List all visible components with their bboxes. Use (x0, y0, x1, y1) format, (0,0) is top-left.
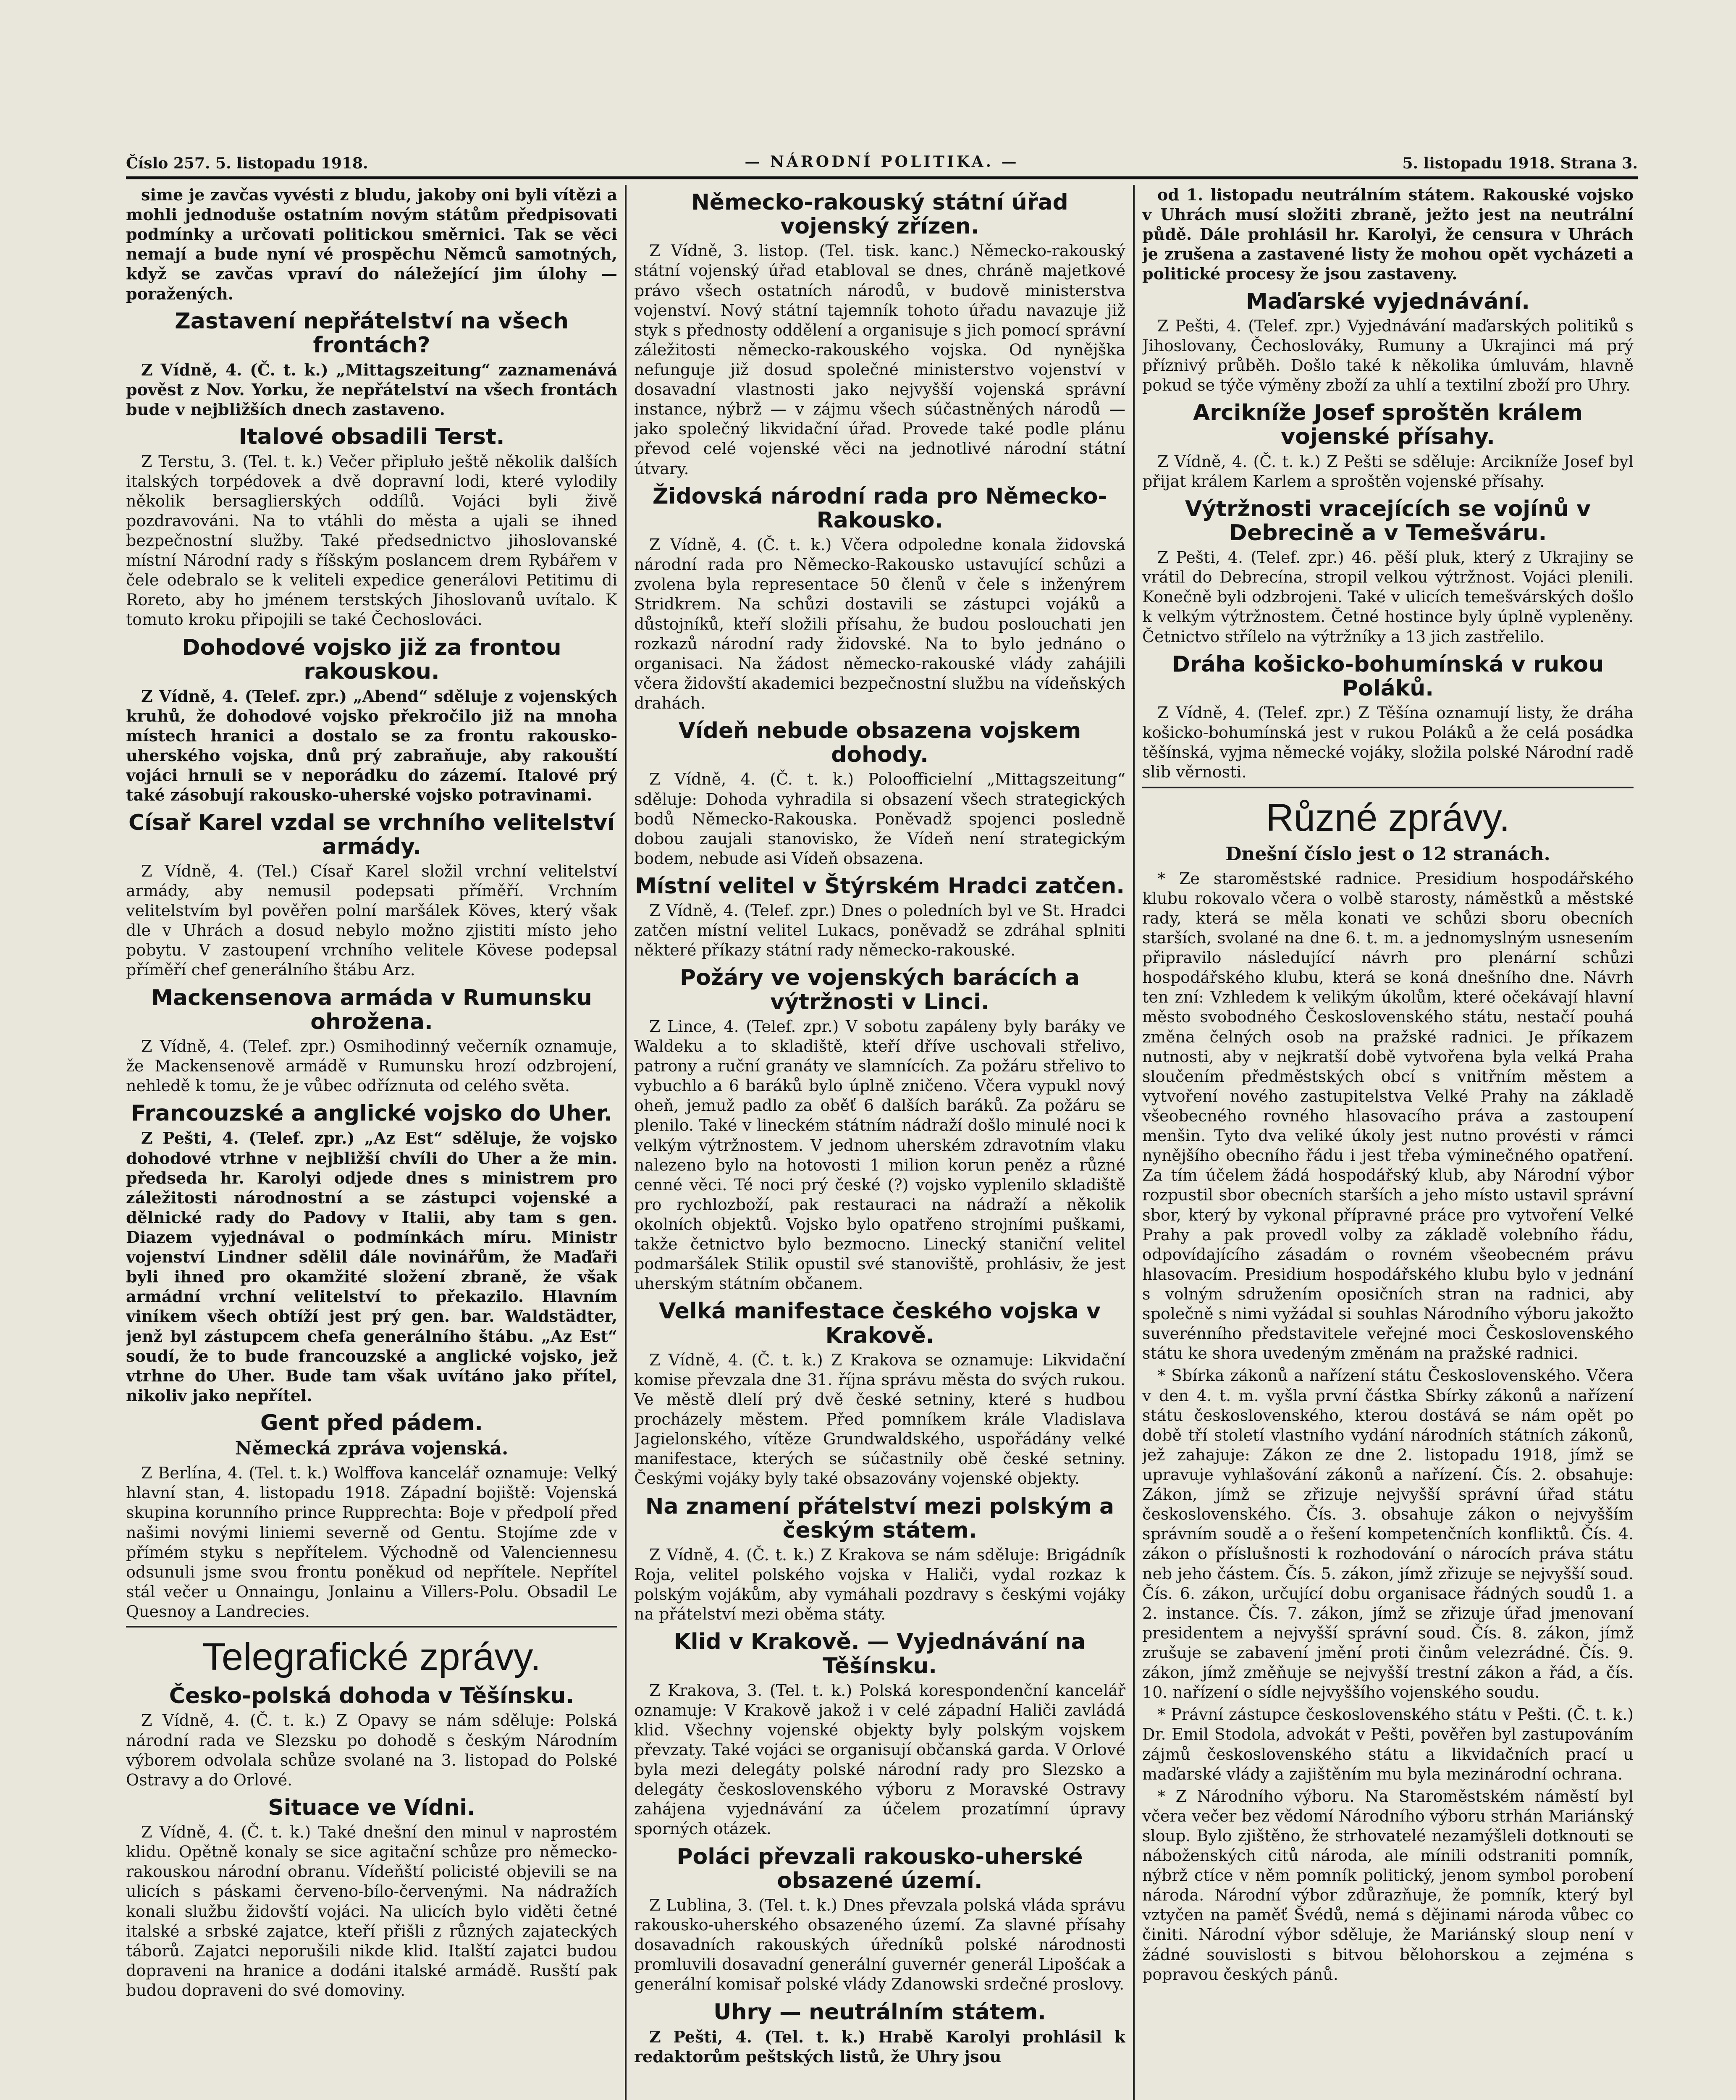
page-header (126, 151, 1638, 179)
article-text: Z Pešti, 4. (Telef. zpr.) „Az Est“ sděluje, že vojsko dohodové vtrhne v nejbližší chvíli do Uher a že min. předseda hr. Karolyi odjede dnes s ministrem pro záležitosti národnostní a se zástupci vojenské a dělnické rady do Padovy v Italii, aby tam s gen. Diazem vyjednával o podmínkách míru. Ministr vojenství Lindner sdělil dále novinářům, že Maďaři byli ihned pro okamžité složení zbraně, že však armádní vrchní velitelství to překazilo. Hlavním viníkem všech obtíží jest prý gen. bar. Waldstädter, jenž byl zástupcem chefa generálního štábu. „Az Est“ soudí, že to bude francouzské a anglické vojsko, jež vtrhne do Uher. Bude tam však uvítáno jako přítel, nikoliv jako nepřítel. (126, 1129, 617, 1405)
article-text: Z Pešti, 4. (Telef. zpr.) 46. pěší pluk, který z Ukrajiny se vrátil do Debrecína, stropil velkou výtržnost. Vojáci plenili. Konečně byli odzbrojeni. Také v ulicích temešvárských došlo k velkým výtržnostem. Četné hostince byly úplně vypleněny. Četnictvo střílelo na výtržníky a 13 jich zastřelilo. (1142, 548, 1634, 646)
section-rule (1142, 787, 1634, 788)
column-divider (625, 185, 627, 2100)
article-text: Z Vídně, 4. (Č. t. k.) Včera odpoledne konala židovská národní rada pro Německo-Rakousko ustavující schůzi a zvolena byla representace 50 členů v čele s inženýrem Stridkrem. Na schůzi dostavili se zástupci vojáků a důstojníků, kteří složili přísahu, že budou poslouchati jen rozkazů národní rady židovské. Na to bylo jednáno o organisaci. Na žádost německo-rakouské vlády zahájili včera židovští akademici bezpečnostní službu na vídeňských drahách. (634, 536, 1125, 712)
article-title: Poláci převzali rakousko-uherské obsazené území. (677, 1844, 1083, 1893)
article-title: Francouzské a anglické vojsko do Uher. (131, 1101, 612, 1126)
section-rule (126, 1626, 617, 1628)
issue-number: Číslo 257. 5. listopadu 1918. (126, 155, 368, 172)
article-text: Z Pešti, 4. (Tel. t. k.) Hrabě Karolyi prohlásil k redaktorům peštských listů, že Uhry jsou (634, 2027, 1125, 2066)
article-title: Císař Karel vzdal se vrchního velitelství armády. (128, 810, 615, 859)
article-text: Z Vídně, 4. (Č. t. k.) Z Krakova se oznamuje: Likvidační komise převzala dne 31. října správu města do svých rukou. Ve městě dlelí prý dvě české setniny, které s hudbou procházely městem. Před pomníkem krále Vladislava Jagielonského, vítěze Grundwaldského, uspořádány velké manifestace, kterých se súčastnily obě české setniny. Českými vojáky byly také obsazovány vojenské objekty. (634, 1350, 1125, 1488)
article-text: Z Vídně, 4. (Č. t. k.) Také dnešní den minul v naprostém klidu. Opětně konaly se sice agitační schůze pro německo-rakouskou národní obranu. Vídeňští policisté objevili se na ulicích s páskami červeno-bílo-červenými. Na nádražích konali službu židovští vojáci. Na ulicích bylo viděti četné italské a srbské zajatce, kteří přišli z různých zajateckých táborů. Zajatci neporušili nikde klid. Italští zajatci budou dopraveni na hranice a dodáni italské armádě. Rusští pak budou dopraveni do své domoviny. (126, 1823, 617, 2000)
article-text: Z Vídně, 4. (Č. t. k.) Z Opavy se nám sděluje: Polská národní rada ve Slezsku po dohodě s českým Národním výborem odvolala schůze svolané na 3. listopad do Polské Ostravy a do Orlové. (126, 1711, 617, 1789)
article-text: Z Vídně, 4. (Telef. zpr.) Osmihodinný večerník oznamuje, že Mackensenově armádě v Rumunsku hrozí odzbrojení, nehledě k tomu, že je vůbec odříznuta od celého světa. (126, 1037, 617, 1095)
article-text: Z Pešti, 4. (Telef. zpr.) Vyjednávání maďarských politiků s Jihoslovany, Čechoslováky, Rumuny a Ukrajinci má prý příznivý průběh. Došlo také k několika úmluvám, hlavně pokud se týče výměny zboží za uhlí a textilní zboží pro Uhry. (1142, 316, 1634, 395)
article-title: Situace ve Vídni. (268, 1795, 475, 1820)
column-divider (1133, 185, 1135, 2100)
article-text: Z Lublina, 3. (Tel. t. k.) Dnes převzala polská vláda správu rakousko-uherského obsazeného území. Za slavné přísahy dosavadních rakouských úředníků polské národnosti promluvili dosavadní generální guvernér generál Lipošćak a generální komisař polské vlády Zdanowski srdečné proslovy. (634, 1895, 1125, 1994)
article-text: Z Vídně, 4. (Č. t. k.) Z Krakova se nám sděluje: Brigádník Roja, velitel polského vojska v Haliči, vydal rozkaz k polským vojákům, aby vymáhali pozdravy s českými vojáky na přátelství mezi oběma státy. (634, 1545, 1125, 1624)
article-text: Z Vídně, 4. (Telef. zpr.) Z Těšína oznamují listy, že dráha košicko-bohumínská jest v rukou Poláků a že celá posádka těšínská, vyjma německé vojáky, složila polské Národní radě slib věrnosti. (1142, 704, 1634, 782)
intro-paragraph: sime je zavčas vyvésti z bludu, jakoby oni byli vítězi a mohli jednoduše ostatním novým státům předpisovati podmínky a určovati politickou směrnici. Tak se věci nemají a bude nyní vé prospěchu Němců samotných, když se zavčas vpraví do náležející jim úlohy — poražených. (126, 185, 617, 303)
columns (126, 185, 1638, 2100)
article-text: Z Terstu, 3. (Tel. t. k.) Večer připluło ještě několik dalších italských torpédovek a dvě dopravní lodi, které vylodily několik bersaglierských oddílů. Vojáci byli živě pozdravováni. Na to vtáhli do města a ujali se ihned bezpečnostní služby. Také předsednictvo jihoslovanské místní Národní rady s říšským poslancem drem Rybářem v čele odebralo se k veliteli expedice generálovi Petitimu di Roreto, aby ho jménem terstských Jihoslovanů uvítalo. K tomuto kroku připojili se také Čechoslováci. (126, 452, 617, 629)
newspaper-page (126, 151, 1638, 2100)
article-title: Maďarské vyjednávání. (1246, 289, 1530, 314)
article-title: Požáry ve vojenských barácích a výtržnosti v Linci. (680, 965, 1080, 1015)
article-title: Židovská národní rada pro Německo-Rakousko. (652, 483, 1107, 533)
article-title: Dráha košicko-bohumínská v rukou Poláků. (1172, 651, 1604, 701)
article-text: Z Vídně, 4. (Č. t. k.) „Mittagszeitung“ zaznamenává pověst z Nov. Yorku, že nepřátelství na všech frontách bude v nejbližších dnech zastaveno. (126, 360, 617, 419)
article-text: Z Vídně, 4. (Č. t. k.) Z Pešti se sděluje: Arcikníže Josef byl přijat králem Karlem a sproštěn vojenské přísahy. (1142, 452, 1634, 491)
article-text: Z Vídně, 4. (Tel.) Císař Karel složil vrchní velitelství armády, aby nemusil podepsati příměří. Vrchním velitelstvím byl pověřen polní maršálek Köves, který však dle v Uhrách a dosud nebylo možno zjistiti místo jeho pobytu. V zastoupení vrchního velitele Kövese podepsal příměří chef generálního štábu Arz. (126, 861, 617, 979)
article-title: Na znamení přátelství mezi polským a českým státem. (645, 1494, 1115, 1543)
article-title: Klid v Krakově. — Vyjednávání na Těšínsku. (674, 1629, 1086, 1679)
article-text: Z Berlína, 4. (Tel. t. k.) Wolffova kancelář oznamuje: Velký hlavní stan, 4. listopadu 1918. Západní bojiště: Vojenská skupina korunního prince Rupprechta: Boje v předpolí před našimi novými liniemi severně od Gentu. Stojíme zde v přímém styku s nepřítelem. Východně od Valenciennesu odsunuli jsme svou frontu poněkud od nepřítele. Nepřítel stál večer u Onnaingu, Jonlainu a Villers-Polu. Obsadil Le Quesnoy a Landrecies. (126, 1464, 617, 1621)
column-3 (1142, 185, 1634, 2100)
article-title: Gent před pádem. (260, 1410, 483, 1436)
article-title: Arcikníže Josef sproštěn králem vojenské přísahy. (1193, 400, 1583, 450)
article-text: Z Vídně, 3. listop. (Tel. tisk. kanc.) Německo-rakouský státní vojenský úřad etabloval se dnes, chráně majetkové právo všech ostatních národů, v budově ministerstva vojenství. Nový státní tajemník tohoto úřadu navazuje již styk s přednosty oddělení a organisuje s jich pomocí správní záležitosti německo-rakouského vojska. Od nynějška nefunguje již dosud společné ministerstvo vojenství v dosavadní vlastnosti jako nejvyšší vojenská správní instance, nýbrž — v zájmu všech súčastněných národů — jako společný likvidační úřad. Provede také podle plánu převod celé vojenské věci na jednotlivé národní státní útvary. (634, 242, 1125, 478)
section-subtitle: Dnešní číslo jest o 12 stranách. (1225, 843, 1550, 865)
article-text: * Z Národního výboru. Na Staroměstském náměstí byl včera večer bez vědomí Národního výboru strhán Mariánský sloup. Bylo zjištěno, že strhovatelé nezamýšleli dotknouti se náboženských citů národa, ale mínili odstraniti pomník, nýbrž ctíce v něm pomník politický, jenom symbol porobení národa. Národní výbor zdůrazňuje, že pomník, který byl vztyčen na paměť Švédů, nemá s dějinami národa vůbec co činiti. Národní výbor sděluje, že Mariánský sloup není v žádné souvislosti s bitvou bělohorskou a zejména s popravou českých pánů. (1142, 1787, 1634, 1984)
article-title: Italové obsadili Terst. (239, 424, 505, 450)
article-title: Místní velitel v Štýrském Hradci zatčen. (635, 873, 1125, 899)
article-text: * Ze staroměstské radnice. Presidium hospodářského klubu rokovalo včera o volbě starosty, náměstků a městské rady, která se měla konati ve schůzi sboru obecních starších, svolané na dne 6. t. m. a jednomyslným usnesením připravilo následující návrh pro plenární schůzi hospodářského klubu, která se koná dnešního dne. Návrh ten zní: Vzhledem k velikým úkolům, které očekávají hlavní město svobodného Československého státu, nestačí pouhá změna čelných osob na pražské radnici. Je příkazem nutnosti, aby v nejkratší době vytvořena byla velká Praha sloučením předměstských obcí s vnitřním městem a vytvoření nového zastupitelstva Velké Prahy na základě všeobecného rovného hlasovacího práva a zastoupení menšin. Tyto dva veliké úkoly jest nutno provésti v rámci nynějšího obecního řádu i jest třeba výminečného opatření. Za tím účelem žádá hospodářský klub, aby Národní výbor rozpustil sbor obecních starších a jeho místo ustavil správní sbor, který by vykonal přípravné práce pro vytvoření Velké Prahy a pak provedl volby za základě volebního řádu, odpovídajícího zásadám o rovném všeobecném právu hlasovacím. Presidium hospodářského klubu bylo v jednání s volným sdružením oposičních stran na radnici, aby společně s nimi vyžádal si souhlas Národního výboru jakožto suverénního představitele veřejné moci Československého státu ke shora uvedeným změnám na pražské radnici. (1142, 869, 1634, 1363)
article-title: Německo-rakouský státní úřad vojenský zřízen. (691, 190, 1068, 239)
section-heading: Různé zprávy. (1266, 796, 1510, 839)
section-heading: Telegrafické zprávy. (202, 1635, 541, 1679)
masthead-title: — NÁRODNÍ POLITIKA. — (745, 153, 1019, 171)
article-text: Z Vídně, 4. (Č. t. k.) Poloofficielní „Mittagszeitung“ sděluje: Dohoda vyhradila si obsazení všech strategických bodů Německo-Rakouska. Poněvadž spojenci posledně dobou zaujali stanovisko, že Vídeň není strategickým bodem, nebude asi Vídeň obsazena. (634, 770, 1125, 868)
article-text: Z Krakova, 3. (Tel. t. k.) Polská korespondenční kancelář oznamuje: V Krakově jakož i v celé západní Haliči zavládá klid. Všechny vojenské objekty byly polským vojskem převzaty. Také vojáci se organisují občanská garda. V Orlové byla mezi delegáty polské národní rady pro Slezsko a delegáty československého výboru z Moravské Ostravy zahájena vyjednávání za účelem prozatímní úpravy sporných otázek. (634, 1681, 1125, 1838)
article-text: Z Vídně, 4. (Telef. zpr.) Dnes o poledních byl ve St. Hradci zatčen místní velitel Lukacs, poněvadž se zdráhal splniti některé příkazy státní rady německo-rakouské. (634, 901, 1125, 960)
article-title: Uhry — neutrálním státem. (713, 1999, 1046, 2025)
article-text: * Právní zástupce československého státu v Pešti. (Č. t. k.) Dr. Emil Stodola, advokát v Pešti, pověřen byl zastupováním zájmů československého státu a likvidačních prací u maďarské vlády a zajištěním mu byla mezinárodní ochrana. (1142, 1705, 1634, 1783)
column-2 (634, 185, 1125, 2100)
article-title: Vídeň nebude obsazena vojskem dohody. (678, 718, 1081, 768)
article-title: Dohodové vojsko již za frontou rakouskou. (182, 635, 561, 684)
article-title: Zastavení nepřátelství na všech frontách? (175, 308, 569, 358)
article-text: Z Lince, 4. (Telef. zpr.) V sobotu zapáleny byly baráky ve Waldeku a to skladiště, kteří dříve uschovali střelivo, patrony a ruční granáty ve slamnících. Za požáru střelivo to vybuchlo a 6 baráků bylo úplně zničeno. Včera vypukl nový oheň, jemuž padlo za oběť 6 dalších baráků. Za požáru se plenilo. Také v lineckém státním nádraží došlo minulé noci k velkým výtržnostem. V jednom uherském zdravotním vlaku nalezeno bylo na hotovosti 1 milion korun peněz a různé cenné věci. Té noci prý české (?) vojsko vyplenilo skladiště pro rychlozboží, pak restauraci na nádraží a několik okolních objektů. Vojsko bylo opatřeno strojními puškami, takže četnictvo bylo bezmocno. Linecký staniční velitel podmaršálek Stilik opustil své stanoviště, prohlásiv, že jest uherským státním občanem. (634, 1017, 1125, 1293)
article-title: Velká manifestace českého vojska v Krakově. (659, 1299, 1101, 1348)
article-title: Výtržnosti vracejících se vojínů v Debrecině a v Temešváru. (1185, 496, 1591, 546)
article-subtitle: Německá zpráva vojenská. (235, 1438, 509, 1460)
article-title: Mackensenova armáda v Rumunsku ohrožena. (151, 985, 592, 1034)
article-text: * Sbírka zákonů a nařízení státu Československého. Včera v den 4. t. m. vyšla první částka Sbírky zákonů a nařízení státu československého, kterou dostává se nám opět po době tří století vlastního vydání národních státních zákonů, jež zahajuje: Zákon ze dne 2. listopadu 1918, jímž se upravuje vyhlašování zákonů a nařízení. Čís. 2. obsahuje: Zákon, jímž se zřizuje nejvyšší správní úřad státu československého. Čís. 3. obsahuje zákon o nejvyšším správním soudě a o řešení kompetenčních konfliktů. Čís. 4. zákon o příslušnosti k rozhodování o nárocích práva státu neb jeho částem. Čís. 5. zákon, jímž zřizuje se nejvyšší soud. Čís. 6. zákon, určující dobu organisace řádných soudů 1. a 2. instance. Čís. 7. zákon, jímž se zřizuje úřad jmenovaní presidentem a nejvyšší správní soud. Čís. 8. zákon, jímž zrušuje se zabavení jmění proti činům velezrádné. Čís. 9. zákon, jímž změňuje se nejvyšší trestní zákon a řád, a čís. 10. nařízení o sídle nejvyššího vojenského soudu. (1142, 1366, 1634, 1702)
article-text: Z Vídně, 4. (Telef. zpr.) „Abend“ sděluje z vojenských kruhů, že dohodové vojsko překročilo již na mnoha místech hranici a dostalo se za frontu rakousko-uherského vojska, dnů prý zabraňuje, aby rakouští vojáci hrnuli se v neporádku do zázemí. Italové prý také zásobují rakousko-uherské vojsko potravinami. (126, 686, 617, 805)
column-1 (126, 185, 617, 2100)
article-title: Česko-polská dohoda v Těšínsku. (169, 1683, 574, 1709)
article-text: od 1. listopadu neutrálním státem. Rakouské vojsko v Uhrách musí složiti zbraně, ježto jest na neutrální půdě. Dále prohlásil hr. Karolyi, že censura v Uhrách je zrušena a zastavené listy že mohou opět vycházeti a politické procesy že jsou zastaveny. (1142, 185, 1634, 284)
date-page: 5. listopadu 1918. Strana 3. (1402, 155, 1638, 172)
